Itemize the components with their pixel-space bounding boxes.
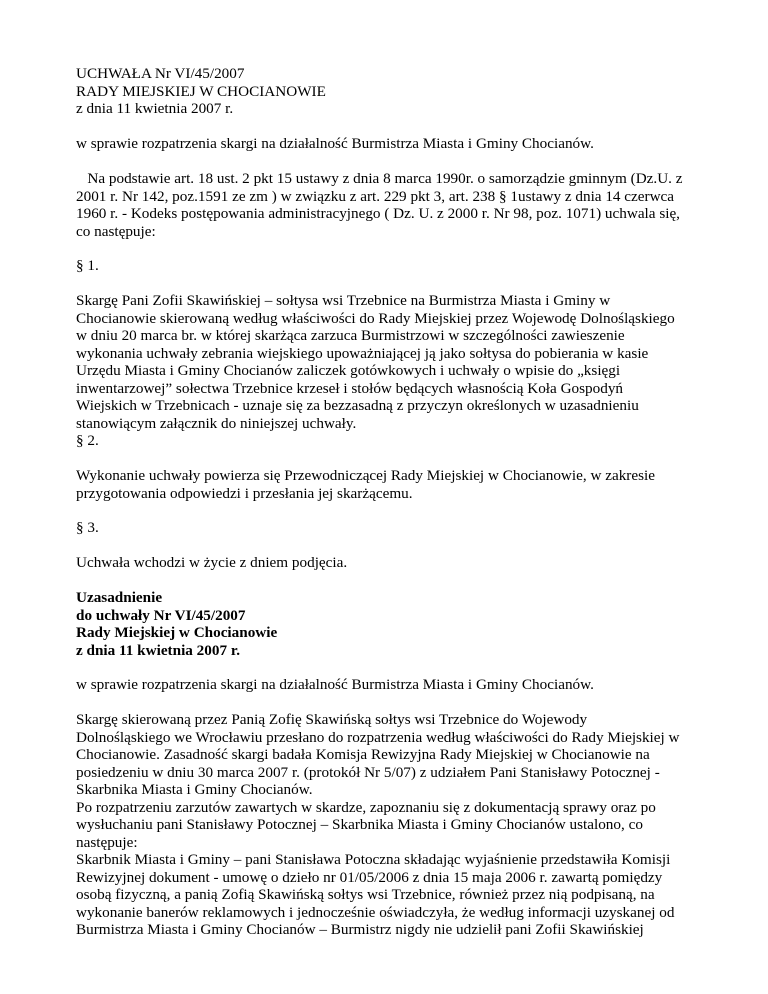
section-1-text: Skargę Pani Zofii Skawińskiej – sołtysa wsi Trzebnice na Burmistrza Miasta i Gminy w Chocianowie skierowaną według właściwości do Rady Miejskiej przez Wojewodę Dolnośląskiego w dniu 20 marca br. w której skarżąca zarzuca Burmistrzowi w szczególności zawieszenie wykonania uchwały zebrania wiejskiego upoważniającej ją jako sołtysa do pobierania w kasie Urzędu Miasta i Gminy Chocianów zaliczek gotówkowych i uchwały o wpisie do „księgi inwentarzowej” sołectwa Trzebnice krzeseł i stołów będących własnością Koła Gospodyń Wiejskich w Trzebnicach - uznaje się za bezzasadną z przyczyn określonych w uzasadnieniu stanowiącym załącznik do niniejszej uchwały. [76,292,675,432]
section-3-text: Uchwała wchodzi w życie z dniem podjęcia. [76,554,348,571]
section-1-heading: § 1. [76,257,99,274]
resolution-date: z dnia 11 kwietnia 2007 r. [76,100,234,117]
justification-paragraph-1: Skargę skierowaną przez Panią Zofię Skawińską sołtys wsi Trzebnice do Wojewody Dolnośląskiego we Wrocławiu przesłano do rozpatrzenia według właściwości do Rady Miejskiej w Chocianowie. Zasadność skargi badała Komisja Rewizyjna Rady Miejskiej w Chocianowie na posiedzeniu w dniu 30 marca 2007 r. (protokół Nr 5/07) z udziałem Pani Stanisławy Potocznej - Skarbnika Miasta i Gminy Chocianów. Po rozpatrzeniu zarzutów zawartych w skardze, zapoznaniu się z dokumentacją sprawy oraz po wysłuchaniu pani Stanisławy Potocznej – Skarbnika Miasta i Gminy Chocianów ustalono, co następuje: [76,711,680,851]
resolution-number: UCHWAŁA Nr VI/45/2007 [76,65,245,82]
justification-subject: w sprawie rozpatrzenia skargi na działalność Burmistrza Miasta i Gminy Chocianów. [76,676,594,693]
section-3-heading: § 3. [76,519,99,536]
preamble: Na podstawie art. 18 ust. 2 pkt 15 ustawy z dnia 8 marca 1990r. o samorządzie gminnym (Dz.U. z 2001 r. Nr 142, poz.1591 ze zm ) w związku z art. 229 pkt 3, art. 238 § 1ustawy z dnia 14 czerwca 1960 r. - Kodeks postępowania administracyjnego ( Dz. U. z 2000 r. Nr 98, poz. 1071) uchwala się, co następuje: [76,170,683,240]
resolution-header [76,65,716,118]
justification-heading: Uzasadnienie do uchwały Nr VI/45/2007 Rady Miejskiej w Chocianowie z dnia 11 kwietnia 2007 r. [76,589,278,659]
justification-paragraph-2: Skarbnik Miasta i Gminy – pani Stanisława Potoczna składając wyjaśnienie przedstawiła Komisji Rewizyjnej dokument - umowę o dzieło nr 01/05/2006 z dnia 15 maja 2006 r. zawartą pomiędzy osobą fizyczną, a panią Zofią Skawińską sołtys wsi Trzebnice, również przez nią podpisaną, na wykonanie banerów reklamowych i jednocześnie oświadczyła, że według informacji uzyskanej od Burmistrza Miasta i Gminy Chocianów – Burmistrz nigdy nie udzielił pani Zofii Skawińskiej [76,851,675,938]
council-name: RADY MIEJSKIEJ W CHOCIANOWIE [76,82,326,100]
section-2-heading: § 2. [76,432,99,449]
resolution-subject: w sprawie rozpatrzenia skargi na działalność Burmistrza Miasta i Gminy Chocianów. [76,135,594,152]
section-2-text: Wykonanie uchwały powierza się Przewodniczącej Rady Miejskiej w Chocianowie, w zakresie przygotowania odpowiedzi i przesłania jej skarżącemu. [76,467,655,502]
